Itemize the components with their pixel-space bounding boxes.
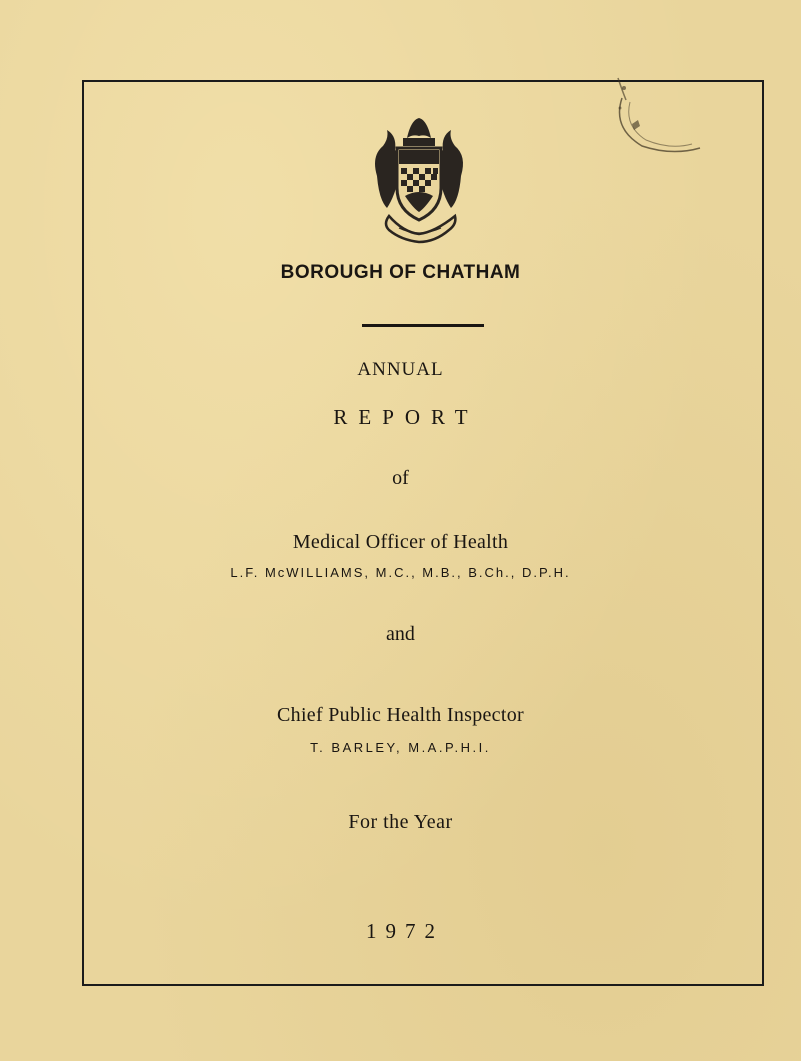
- year-label: For the Year: [348, 811, 453, 833]
- of-connector: of: [392, 467, 409, 489]
- coat-of-arms-icon: [369, 116, 469, 244]
- document-title: BOROUGH OF CHATHAM: [280, 262, 521, 283]
- medical-officer-name: L.F. McWILLIAMS, M.C., M.B., B.Ch., D.P.H.: [230, 565, 571, 580]
- health-inspector-title: Chief Public Health Inspector: [277, 704, 524, 726]
- medical-officer-title: Medical Officer of Health: [292, 531, 509, 553]
- and-connector: and: [386, 623, 415, 645]
- health-inspector-name: T. BARLEY, M.A.P.H.I.: [310, 740, 491, 755]
- report-heading: REPORT: [333, 405, 479, 429]
- decorative-corner-ornament: [582, 58, 712, 168]
- report-year: 1972: [366, 919, 444, 943]
- title-divider: [362, 324, 484, 327]
- annual-heading: ANNUAL: [357, 359, 444, 380]
